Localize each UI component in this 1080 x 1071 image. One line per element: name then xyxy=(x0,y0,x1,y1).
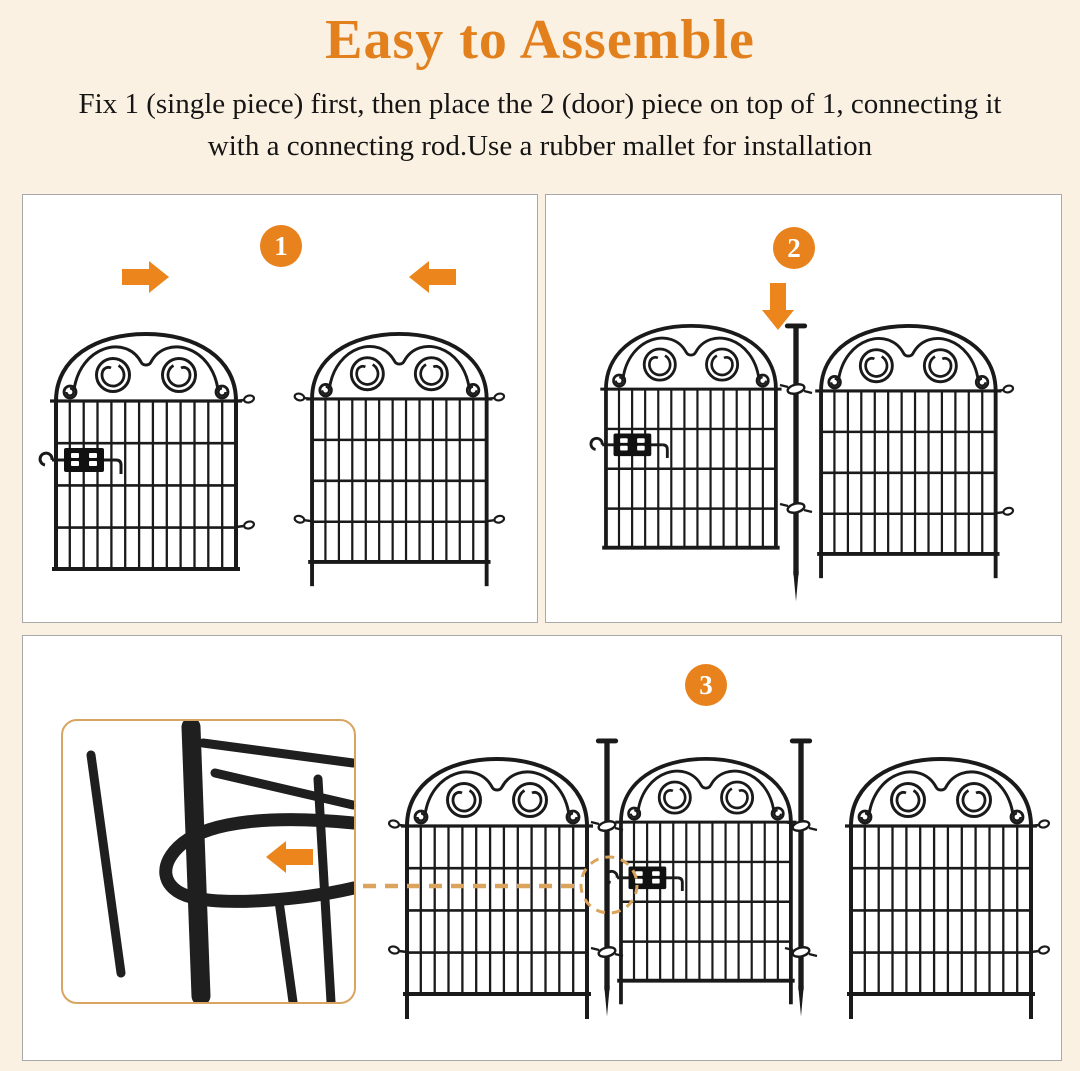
step-1-number: 1 xyxy=(274,230,288,261)
step-2-badge xyxy=(773,227,815,269)
step-3-panel xyxy=(22,635,1062,1061)
fence-single-panel-illustration xyxy=(294,334,505,586)
fence-door-panel-illustration xyxy=(40,334,255,569)
gate-latch-icon xyxy=(591,433,667,458)
connecting-rod-icon xyxy=(598,741,615,1016)
step-2-panel xyxy=(545,194,1062,623)
step-1-panel xyxy=(22,194,538,623)
connection-detail-inset xyxy=(61,719,356,1004)
page-title: Easy to Assemble xyxy=(325,9,755,71)
arrow-down-icon xyxy=(762,283,794,330)
gate-latch-icon xyxy=(40,448,121,474)
step-2-number: 2 xyxy=(787,232,801,263)
hook-connection-photo xyxy=(63,721,354,1002)
fence-single-panel-illustration xyxy=(845,759,1050,1019)
arrow-left-icon xyxy=(266,841,313,873)
gate-latch-icon xyxy=(606,866,682,891)
fence-door-panel-illustration xyxy=(606,759,797,1004)
arrow-left-icon xyxy=(409,261,456,293)
step-3-number: 3 xyxy=(699,669,713,700)
connecting-rod-icon xyxy=(787,326,804,601)
fence-door-panel-illustration xyxy=(591,326,782,548)
fence-single-panel-illustration xyxy=(388,759,593,1019)
subtitle-line-1: Fix 1 (single piece) first, then place the 2 (door) piece on top of 1, connecting it xyxy=(78,88,1002,120)
fence-single-panel-illustration xyxy=(815,326,1014,578)
arrow-right-icon xyxy=(122,261,169,293)
connecting-rod-icon xyxy=(792,741,809,1016)
step-1-badge xyxy=(260,225,302,267)
step-3-badge xyxy=(685,664,727,706)
subtitle-line-2: with a connecting rod.Use a rubber mallet for installation xyxy=(207,130,873,162)
